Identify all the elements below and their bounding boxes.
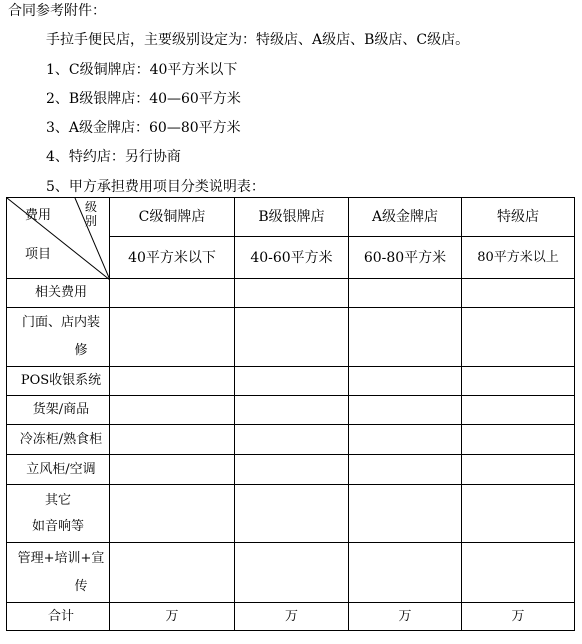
row-label (7, 308, 110, 367)
column-header: B级银牌店 (235, 198, 349, 237)
table-cell (110, 425, 235, 455)
fee-category-table (6, 197, 575, 631)
column-area: 80平方米以上 (462, 237, 575, 279)
table-row (7, 425, 575, 455)
total-unit: 万 (349, 603, 462, 631)
table-row (7, 455, 575, 485)
table-row (7, 396, 575, 425)
table-cell (349, 367, 462, 396)
table-cell (110, 308, 235, 367)
total-label: 合计 (7, 603, 110, 631)
attachment-note: 合同参考附件： (8, 3, 106, 19)
table-cell (235, 455, 349, 485)
row-label-line: 门面、店内装 (21, 315, 100, 330)
row-label: 相关费用 (7, 279, 110, 308)
list-item: 4、特约店：另行协商 (46, 149, 181, 165)
row-label-line: 其它 (44, 492, 71, 508)
table-cell (110, 543, 235, 603)
table-cell (349, 455, 462, 485)
column-header: C级铜牌店 (110, 198, 235, 237)
row-label: 冷冻柜/熟食柜 (7, 425, 110, 455)
table-cell (235, 485, 349, 543)
table-cell (462, 425, 575, 455)
row-label-line: 管理+培训+宣 (17, 550, 105, 566)
table-cell (235, 308, 349, 367)
table-cell (110, 455, 235, 485)
column-area: 60-80平方米 (349, 237, 462, 279)
list-item: 1、C级铜牌店：40平方米以下 (46, 62, 238, 78)
table-cell (462, 455, 575, 485)
corner-level-label (85, 200, 97, 228)
table-cell (349, 485, 462, 543)
table-cell (235, 425, 349, 455)
corner-item-label: 项目 (25, 247, 52, 262)
table-cell (462, 279, 575, 308)
row-label-line: 如音响等 (31, 518, 84, 534)
corner-level-char: 级 (85, 200, 98, 214)
table-cell (235, 279, 349, 308)
table-row (7, 367, 575, 396)
table-cell (349, 279, 462, 308)
table-cell (462, 396, 575, 425)
row-label: 货架/商品 (7, 396, 110, 425)
row-label-line: 传 (74, 578, 88, 594)
total-row (7, 603, 575, 631)
corner-level-char: 别 (85, 214, 98, 228)
total-unit: 万 (462, 603, 575, 631)
table-cell (462, 308, 575, 367)
intro-paragraph: 手拉手便民店，主要级别设定为：特级店、A级店、B级店、C级店。 (46, 32, 470, 48)
column-header: A级金牌店 (349, 198, 462, 237)
row-label-line: 修 (74, 343, 88, 358)
row-label: 立风柜/空调 (7, 455, 110, 485)
column-area: 40-60平方米 (235, 237, 349, 279)
table-cell (462, 543, 575, 603)
table-cell (349, 543, 462, 603)
table-row (7, 279, 575, 308)
row-label (7, 485, 110, 543)
list-item: 3、A级金牌店：60—80平方米 (46, 120, 241, 136)
table-cell (110, 367, 235, 396)
table-cell (110, 485, 235, 543)
table-cell (110, 279, 235, 308)
table-cell (462, 367, 575, 396)
table-cell (349, 308, 462, 367)
table-cell (349, 425, 462, 455)
table-row (7, 485, 575, 543)
table-cell (110, 396, 235, 425)
total-unit: 万 (110, 603, 235, 631)
table-row (7, 543, 575, 603)
table-cell (349, 396, 462, 425)
list-item: 5、甲方承担费用项目分类说明表： (46, 179, 265, 195)
table-cell (235, 396, 349, 425)
corner-fee-label: 费用 (25, 208, 52, 223)
row-label: POS收银系统 (7, 367, 110, 396)
row-label (7, 543, 110, 603)
column-header: 特级店 (462, 198, 575, 237)
list-item: 2、B级银牌店：40—60平方米 (46, 91, 241, 107)
column-area: 40平方米以下 (110, 237, 235, 279)
table-row (7, 308, 575, 367)
corner-header-cell (7, 198, 110, 279)
table-cell (235, 367, 349, 396)
table-cell (235, 543, 349, 603)
table-cell (462, 485, 575, 543)
total-unit: 万 (235, 603, 349, 631)
